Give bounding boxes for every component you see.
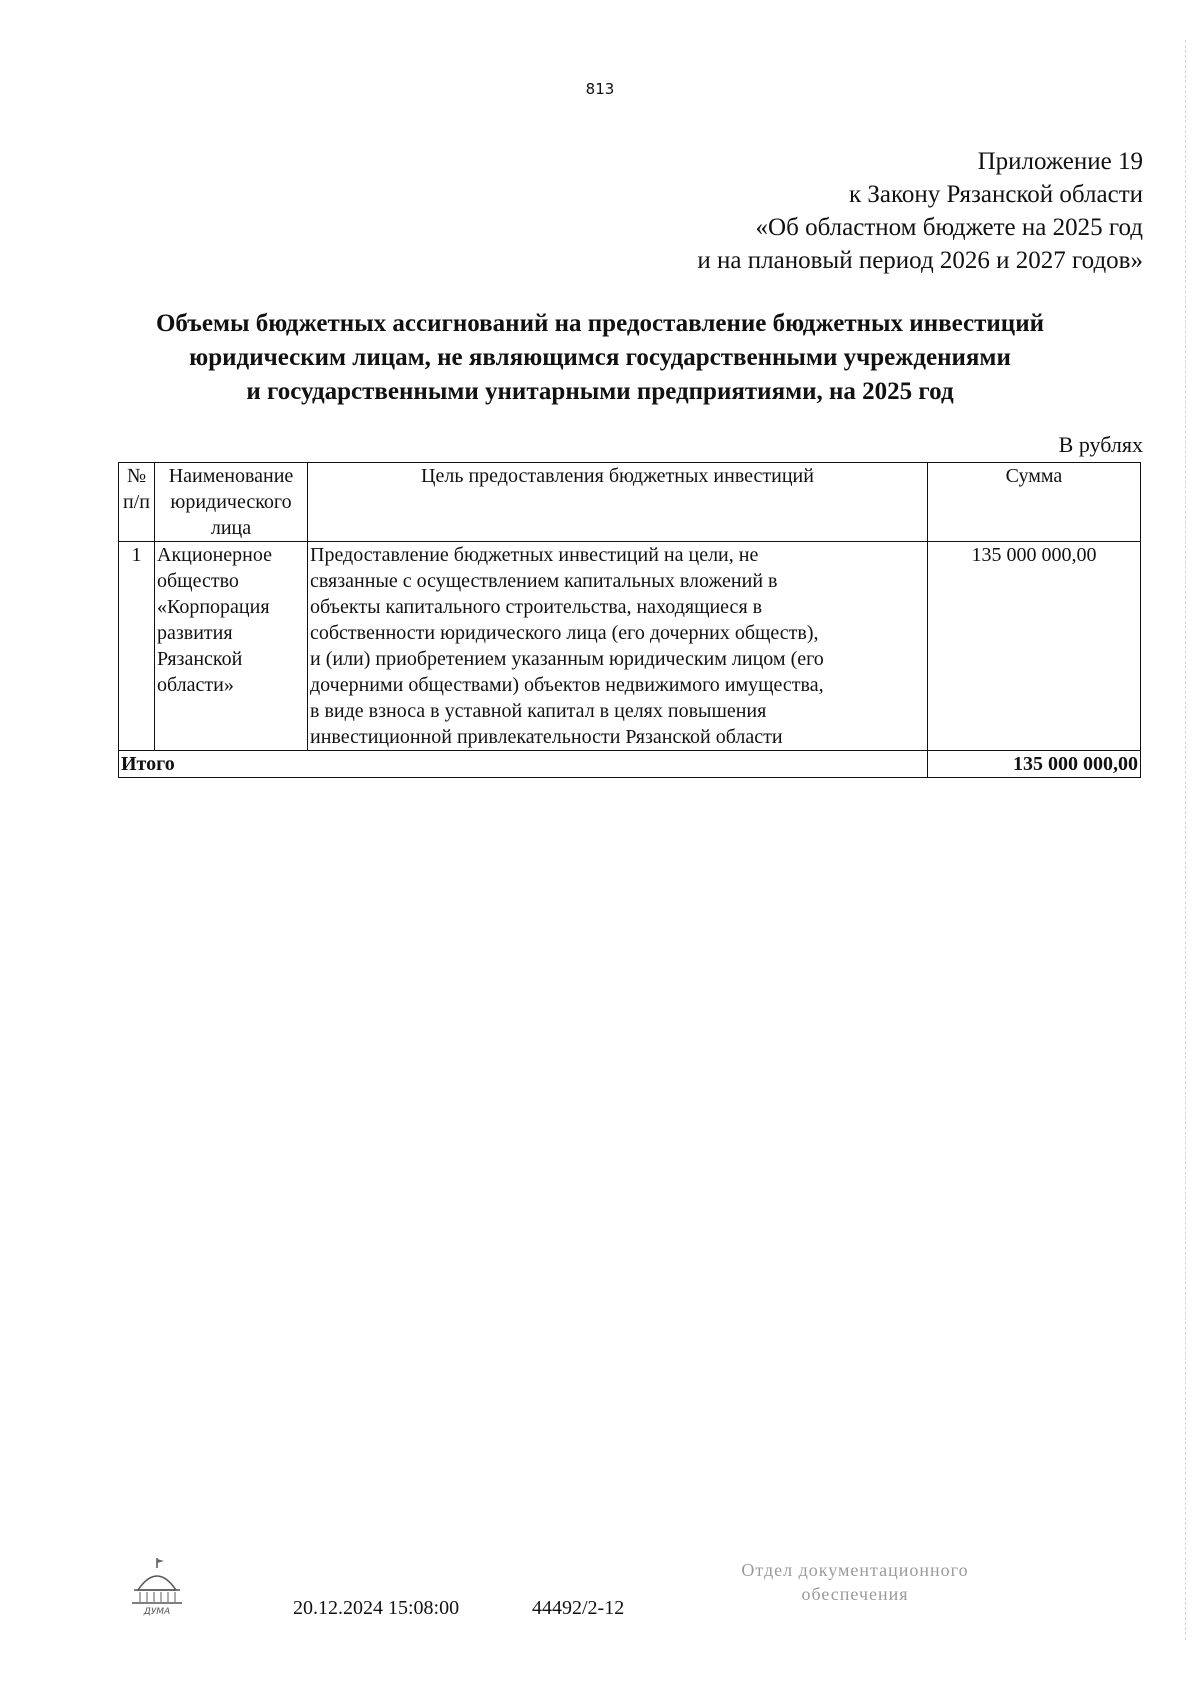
header-num: № п/п	[119, 463, 155, 542]
stamp-line: Отдел документационного	[741, 1560, 969, 1580]
table-total-row	[119, 751, 1141, 778]
total-label: Итого	[119, 751, 928, 778]
table-row	[119, 542, 1141, 751]
row-num: 1	[119, 542, 155, 751]
duma-emblem-icon	[128, 1556, 186, 1618]
stamp-line: обеспечения	[801, 1584, 909, 1604]
budget-table	[118, 462, 1141, 778]
appendix-heading	[697, 145, 1143, 277]
row-sum: 135 000 000,00	[928, 542, 1141, 751]
emblem-label: ДУМА	[143, 1607, 171, 1617]
footer-datetime: 20.12.2024 15:08:00	[293, 1597, 460, 1619]
appendix-line: «Об областном бюджете на 2025 год	[755, 214, 1143, 241]
appendix-line: к Закону Рязанской области	[849, 181, 1143, 208]
document-title	[60, 307, 1140, 409]
title-line: юридическим лицам, не являющимся государственными учреждениями	[189, 344, 1011, 371]
title-line: Объемы бюджетных ассигнований на предоставление бюджетных инвестиций	[155, 310, 1045, 337]
table-header-row	[119, 463, 1141, 542]
appendix-line: Приложение 19	[977, 148, 1143, 175]
header-name: Наименование юридического лица	[155, 463, 308, 542]
scan-edge-artifact	[1185, 40, 1192, 1640]
footer-reg-number: 44492/2-12	[532, 1597, 625, 1619]
header-sum: Сумма	[928, 463, 1141, 542]
department-stamp	[715, 1558, 995, 1606]
row-entity-name: Акционерное общество «Корпорация развития Рязанской области»	[155, 542, 308, 751]
appendix-line: и на плановый период 2026 и 2027 годов»	[697, 247, 1143, 274]
header-goal: Цель предоставления бюджетных инвестиций	[308, 463, 928, 542]
title-line: и государственными унитарными предприятиями, на 2025 год	[246, 378, 954, 405]
page-number: 813	[585, 80, 615, 98]
total-sum: 135 000 000,00	[928, 751, 1141, 778]
row-goal: Предоставление бюджетных инвестиций на цели, не связанные с осуществлением капитальных вложений в объекты капитального строительства, находящиеся в собственности юридического лица (его дочерних обществ), и (или) приобретением указанным юридическим лицом (его дочерними обществами) объектов недвижимого имущества, в виде взноса в уставной капитал в целях повышения инвестиционной привлекательности Рязанской области	[308, 542, 928, 751]
units-label: В рублях	[1058, 432, 1143, 457]
